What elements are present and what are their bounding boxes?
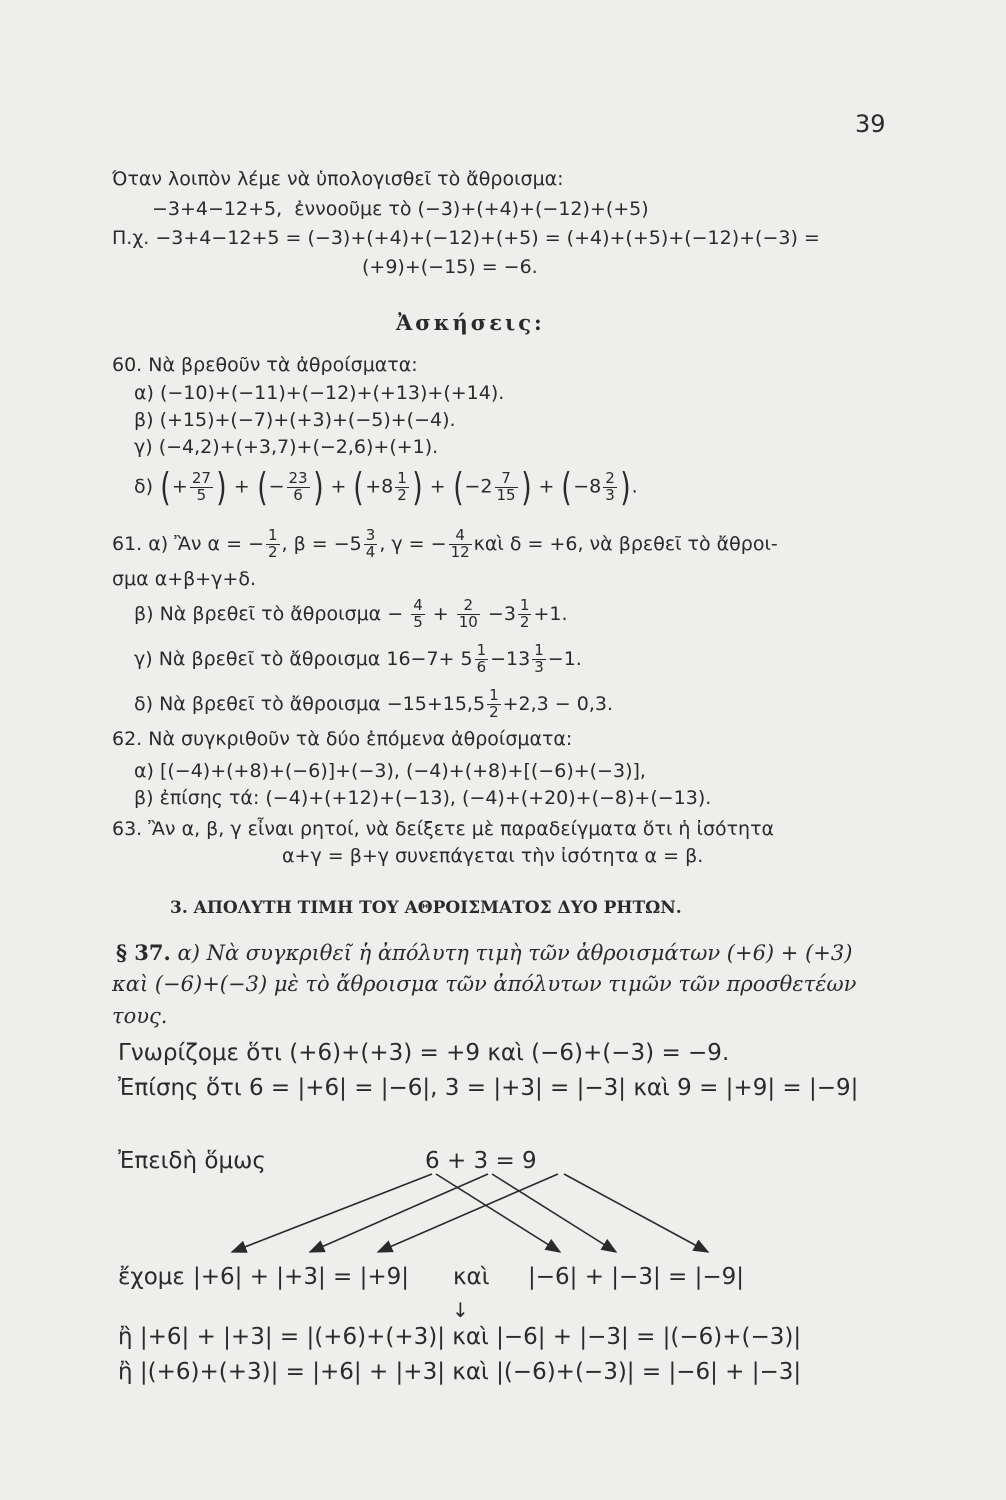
paragraph-number: § 37. (116, 940, 171, 965)
term-2-num: 23 (288, 468, 308, 487)
gamma-den: 12 (450, 542, 470, 561)
paren-open: ( (353, 465, 365, 509)
term-3-prefix: +8 (365, 475, 394, 498)
term-3-num: 1 (397, 468, 407, 487)
d-f1-den: 2 (489, 702, 499, 721)
gamma-text: , γ = − (379, 532, 447, 555)
c-f1-num: 1 (476, 641, 487, 659)
have-left: |+6| + |+3| = |+9| (193, 1264, 409, 1290)
arrow-3-to-abs-plus3 (310, 1174, 488, 1252)
exercise-62-b: β) ἐπίσης τά: (−4)+(+12)+(−13), (−4)+(+20)+(−8)+(−13). (134, 787, 712, 809)
b-f3-num: 1 (519, 596, 530, 614)
b-f2-num: 2 (457, 598, 480, 615)
exercise-60-d-label: δ) (134, 475, 154, 498)
exercise-62-a: α) [(−4)+(+8)+(−6)]+(−3), (−4)+(+8)+[(−6)+(−3)], (134, 760, 646, 782)
term-1-num: 27 (191, 468, 211, 487)
or-line-2: ἢ |(+6)+(+3)| = |+6| + |+3| καὶ |(−6)+(−3)| = |−6| + |−3| (118, 1359, 802, 1385)
b-mid: −3 (487, 602, 516, 625)
paragraph-37-text: α) Νὰ συγκριθεῖ ἡ ἀπόλυτη τιμὴ τῶν ἀθροισμάτων (+6) + (+3) (177, 941, 853, 965)
exercise-61-a-label: 61. α) Ἂν α = − (112, 532, 264, 555)
term-4-den: 15 (496, 485, 516, 504)
have-label: ἔχομε (118, 1264, 185, 1290)
term-1-prefix: + (171, 475, 188, 498)
or-line-1: ἢ |+6| + |+3| = |(+6)+(+3)| καὶ |−6| + |−3| = |(−6)+(−3)| (118, 1324, 802, 1350)
b-f2-den: 10 (458, 612, 478, 631)
b-end: +1. (533, 602, 568, 625)
delta-text: καὶ δ = +6, νὰ βρεθεῖ τὸ ἄθροι- (473, 532, 778, 555)
term-5-num: 2 (605, 468, 615, 487)
paren-close: ) (620, 465, 631, 509)
plus-sign: + (432, 602, 449, 625)
exercise-61-d-text: δ) Νὰ βρεθεῖ τὸ ἄθροισμα −15+15,5 (134, 692, 486, 715)
gamma-num: 4 (449, 528, 472, 545)
paren-close: ) (216, 465, 227, 509)
exercise-61-a-cont: σμα α+β+γ+δ. (112, 568, 257, 590)
term-2-den: 6 (293, 485, 303, 504)
paren-close: ) (520, 465, 532, 509)
section-title: 3. ΑΠΟΛΥΤΗ ΤΙΜΗ ΤΟΥ ΑΘΡΟΙΣΜΑΤΟΣ ΔΥΟ ΡΗΤΩΝ. (170, 898, 682, 918)
down-arrow-icon: ↓ (452, 1298, 469, 1322)
c-end: −1. (547, 647, 582, 670)
paragraph-37-line-2: καὶ (−6)+(−3) μὲ τὸ ἄθροισμα τῶν ἀπόλυτων τιμῶν τῶν προσθετέων (112, 972, 857, 996)
intro-line-4: (+9)+(−15) = −6. (362, 256, 538, 278)
exercise-63-line-1: 63. Ἂν α, β, γ εἶναι ρητοί, νὰ δείξετε μὲ παραδείγματα ὅτι ἡ ἰσότητα (112, 818, 775, 840)
paren-close: ) (312, 465, 324, 509)
c-mid: −13 (490, 647, 531, 670)
know-line-2: Ἐπίσης ὅτι 6 = |+6| = |−6|, 3 = |+3| = |−3| καὶ 9 = |+9| = |−9| (118, 1075, 859, 1101)
beta-den: 4 (365, 542, 376, 561)
term-4-prefix: −2 (464, 475, 493, 498)
term-1-den: 5 (196, 485, 207, 504)
paren-close: ) (412, 465, 423, 509)
exercise-61-b-text: β) Νὰ βρεθεῖ τὸ ἄθροισμα − (134, 602, 404, 625)
exercise-61-c-text: γ) Νὰ βρεθεῖ τὸ ἄθροισμα 16−7+ 5 (134, 647, 473, 670)
c-f1-den: 6 (476, 657, 487, 676)
intro-meaning: ἐννοοῦμε τὸ (−3)+(+4)+(−12)+(+5) (294, 198, 649, 220)
beta-num: 3 (365, 526, 376, 544)
intro-expression: −3+4−12+5, (152, 198, 283, 220)
d-f1-num: 1 (489, 686, 499, 704)
exercise-60-title: 60. Νὰ βρεθοῦν τὰ ἀθροίσματα: (112, 354, 418, 376)
arrow-9-to-abs-plus9 (378, 1174, 558, 1252)
beta-text: , β = −5 (281, 532, 362, 555)
exercise-60-c: γ) (−4,2)+(+3,7)+(−2,6)+(+1). (134, 436, 439, 458)
arrow-3-to-abs-minus3 (492, 1174, 616, 1252)
term-5-den: 3 (605, 485, 615, 504)
paren-open: ( (452, 465, 464, 509)
paren-open: ( (160, 465, 171, 509)
since-label: Ἐπειδὴ ὅμως (118, 1148, 266, 1174)
have-and: καὶ (453, 1264, 490, 1290)
exercise-60-a: α) (−10)+(−11)+(−12)+(+13)+(+14). (134, 382, 505, 404)
intro-line-1: Όταν λοιπὸν λέμε νὰ ὑπολογισθεῖ τὸ ἄθροισμα: (112, 168, 564, 190)
paren-open: ( (256, 465, 268, 509)
b-f1-num: 4 (413, 596, 423, 614)
b-f3-den: 2 (519, 612, 530, 631)
exercises-heading: Ἀσκήσεις: (396, 310, 545, 335)
alpha-den: 2 (268, 542, 278, 561)
term-3-den: 2 (397, 485, 407, 504)
know-line-1: Γνωρίζομε ὅτι (+6)+(+3) = +9 καὶ (−6)+(−3) = −9. (118, 1040, 730, 1066)
exercise-63-line-2: α+γ = β+γ συνεπάγεται τὴν ἰσότητα α = β. (282, 845, 704, 867)
d-end: +2,3 − 0,3. (502, 692, 614, 715)
paren-open: ( (561, 465, 573, 509)
term-4-num: 7 (495, 471, 518, 488)
page-number: 39 (855, 110, 886, 138)
arrow-6-to-abs-minus6 (436, 1174, 560, 1252)
since-expression: 6 + 3 = 9 (425, 1148, 537, 1174)
arrow-9-to-abs-minus9 (564, 1174, 708, 1252)
c-f2-num: 1 (534, 641, 544, 659)
exercise-60-b: β) (+15)+(−7)+(+3)+(−5)+(−4). (134, 409, 456, 431)
exercise-60-d: δ) (+ $\frac{27}{5}$ ) + (− $\frac{23}{6}$ ) + (+8 $\frac{1}{2}$ ) + (−2 $\frac{7}{15}$ ) + (−8 $\frac{2}{3}$ ). (134, 465, 638, 509)
b-f1-den: 5 (413, 612, 423, 631)
term-2-prefix: − (268, 475, 285, 498)
exercise-62-title: 62. Νὰ συγκριθοῦν τὰ δύο ἑπόμενα ἀθροίσματα: (112, 728, 573, 750)
have-right: |−6| + |−3| = |−9| (528, 1264, 744, 1290)
intro-line-3: Π.χ. −3+4−12+5 = (−3)+(+4)+(−12)+(+5) = (+4)+(+5)+(−12)+(−3) = (112, 227, 820, 249)
term-5-prefix: −8 (573, 475, 602, 498)
arrow-6-to-abs-plus6 (232, 1174, 432, 1252)
c-f2-den: 3 (534, 657, 544, 676)
paragraph-37-line-3: τους. (112, 1004, 168, 1028)
alpha-num: 1 (268, 526, 278, 544)
